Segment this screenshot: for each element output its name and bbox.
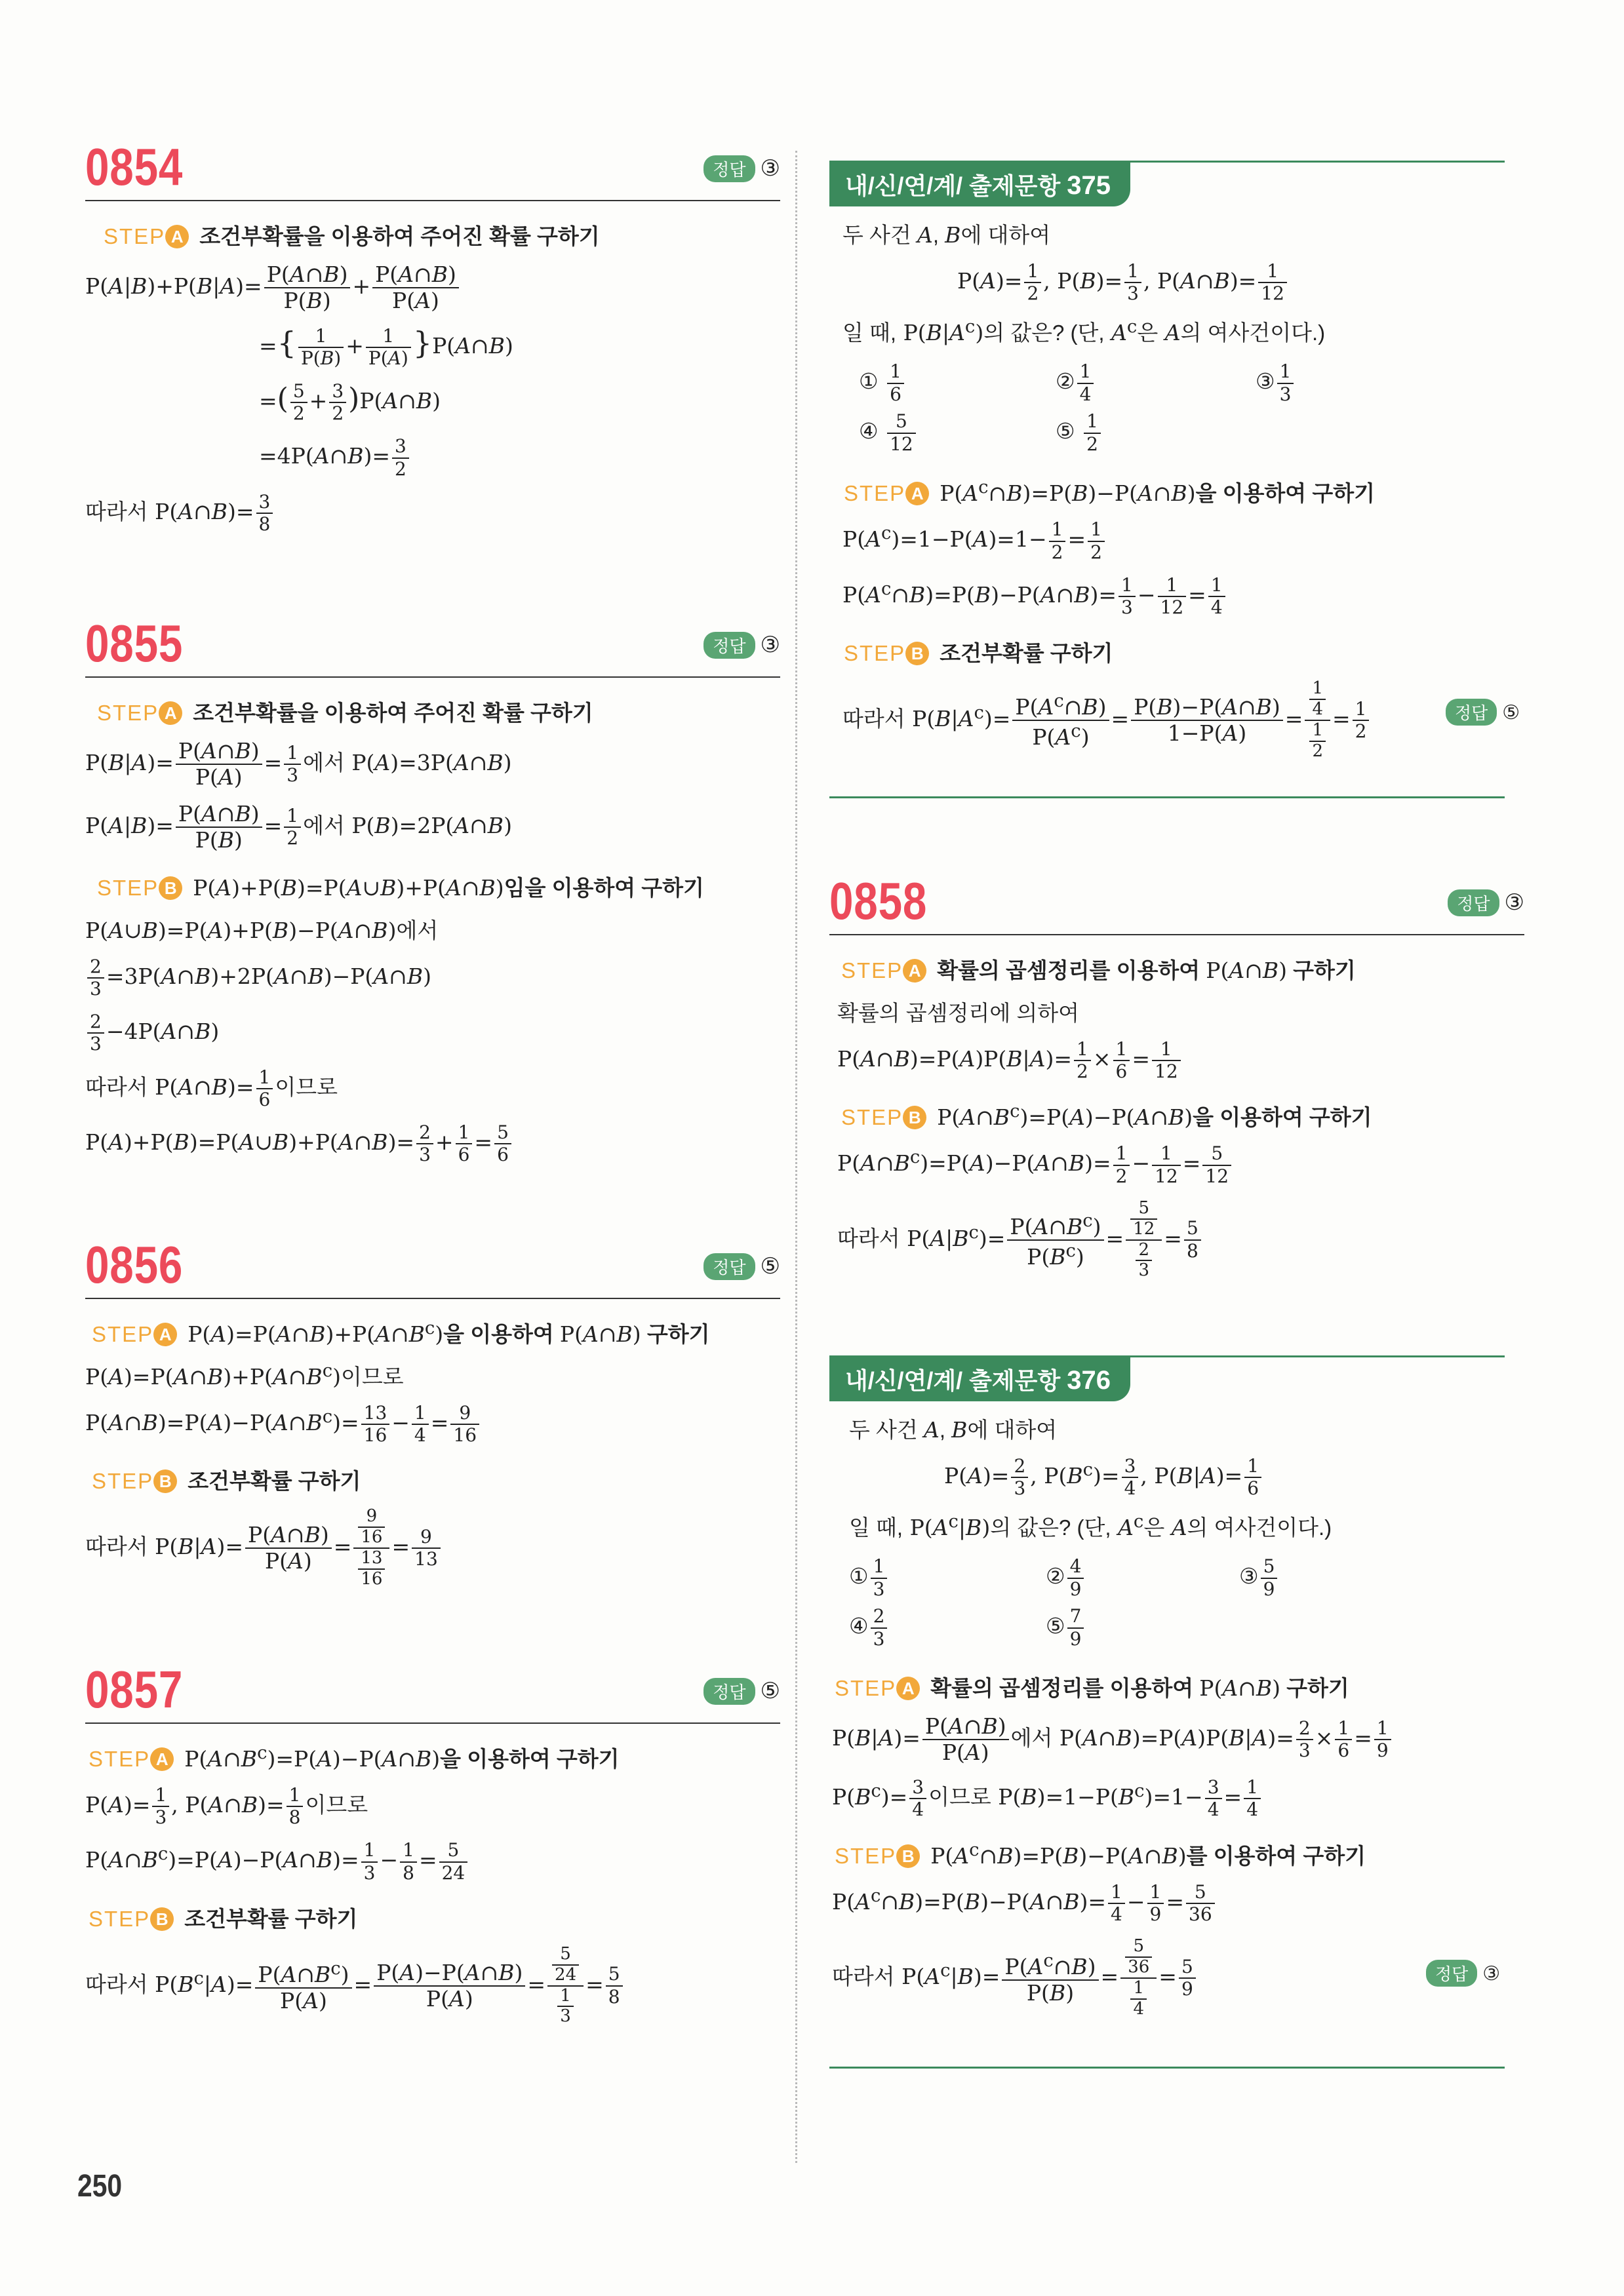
equation-line: P(A∩B)=P(A)P(B|A)= $\frac{1}{2}$ × $\frac{1}{6}$ = $\frac{1}{12}$: [837, 1039, 1531, 1082]
step-a-heading: STEP A 확률의 곱셈정리를 이용하여 P(A∩B) 구하기: [841, 958, 1356, 983]
answer-line: [703, 1253, 780, 1280]
equation-line: $P(B^c)=$ $\frac{3}{4}$ 이므로 $P(B)=1-P(B^c)=1-$ $\frac{3}{4}$ = $\frac{1}{4}$: [832, 1777, 1505, 1820]
equation-line: $\frac{2}{3}$ =3P(A∩B)+2P(A∩B)−P(A∩B): [85, 956, 780, 1000]
given-values: P(A)= $\frac{2}{3}$ , $P(B^c)=$ $\frac{3}{4}$ , P(B|A)= $\frac{1}{6}$: [944, 1456, 1505, 1499]
choices: [849, 1556, 1505, 1602]
choice-2[interactable]: ② $\frac{1}{4}$: [1056, 361, 1096, 404]
question-text: 일 때, $P(A^c|B)$의 값은? (단, $A^c$은 A의 여사건이다.): [849, 1511, 1332, 1541]
answer-line: [1426, 1960, 1500, 1987]
step-b-heading: STEP B 조건부확률 구하기: [844, 641, 1113, 666]
equation-line: P(A)+P(B)=P(A∪B)+P(A∩B)= $\frac{2}{3}$ + $\frac{1}{6}$ = $\frac{5}{6}$: [85, 1122, 780, 1165]
choice-4[interactable]: ④ $\frac{5}{12}$: [859, 411, 918, 454]
equation-line: P(A)= $\frac{1}{3}$ , P(A∩B)= $\frac{1}{8}$ 이므로: [85, 1784, 368, 1829]
conclusion-line: 따라서 $P(B^c|A)=$ $\frac{P(A\cap B^c)}{P(A)}$ = $\frac{P(A)-P(A\cap B)}{P(A)}$ = $\frac{\frac{5}{24}}{\frac{1}{3}}$ = $\frac{5}{8}$: [85, 1945, 780, 2027]
answer-line: [703, 1678, 780, 1705]
choice-1[interactable]: ① $\frac{1}{3}$: [849, 1556, 889, 1599]
choice-5[interactable]: ⑤ $\frac{1}{2}$: [1056, 411, 1103, 454]
divider-line: [85, 200, 780, 201]
divider-line: [829, 934, 1524, 935]
text-line: 확률의 곱셈정리에 의하여: [837, 1001, 1079, 1025]
example-bottom-line: [829, 2067, 1505, 2069]
answer-value: ③: [1504, 890, 1524, 915]
equation-line: P(B|A)= $\frac{P(A\cap B)}{P(A)}$ = $\frac{1}{3}$ 에서 P(A)=3P(A∩B): [85, 738, 512, 790]
step-a-heading: STEP A 조건부확률을 이용하여 주어진 확률 구하기: [104, 224, 600, 248]
choice-5[interactable]: ⑤ $\frac{7}{9}$: [1046, 1606, 1086, 1649]
answer-badge: 정답: [703, 1253, 755, 1280]
answer-line: [1448, 889, 1524, 916]
answer-value: ③: [760, 156, 780, 181]
answer-value: ⑤: [1502, 702, 1520, 724]
choice-3[interactable]: ③ $\frac{5}{9}$: [1239, 1556, 1279, 1599]
example-header: 내/신/연/계/ 출제문항 375: [829, 163, 1130, 206]
equation-line: $P(A^c)=1-P(A)=1-$ $\frac{1}{2}$ = $\frac{1}{2}$: [842, 519, 1505, 562]
step-a-heading: STEP A 조건부확률을 이용하여 주어진 확률 구하기: [97, 701, 593, 725]
problem-number: 0854: [85, 138, 184, 196]
answer-line: [703, 155, 780, 182]
problem-0856: [85, 1236, 780, 1589]
step-a-heading: STEP A $P(A)=P(A\cap B)+P(A\cap B^c)$을 이용하여 P(A∩B) 구하기: [92, 1317, 710, 1347]
problem-number: 0856: [85, 1236, 184, 1294]
example-bottom-line: [829, 796, 1505, 798]
answer-badge: 정답: [703, 1678, 755, 1705]
problem-number: 0855: [85, 614, 184, 672]
equation-line: P(B|A)= $\frac{P(A\cap B)}{P(A)}$ 에서 P(A∩B)=P(A)P(B|A)= $\frac{2}{3}$ × $\frac{1}{6}$ = $\frac{1}{9}$: [832, 1714, 1505, 1765]
column-divider: [795, 151, 797, 2163]
choices: [849, 1606, 1505, 1652]
equation-line: $P(A^c\cap B)=P(B)-P(A\cap B)=$ $\frac{1}{4}$ − $\frac{1}{9}$ = $\frac{5}{36}$: [832, 1882, 1505, 1925]
choice-2[interactable]: ② $\frac{4}{9}$: [1046, 1556, 1086, 1599]
question-text: 일 때, $P(B|A^c)$의 값은? (단, $A^c$은 A의 여사건이다.): [842, 316, 1326, 346]
problem-0857: [85, 1660, 780, 2027]
example-376: [829, 1355, 1505, 2076]
problem-0855: [85, 614, 780, 1166]
step-b-heading: STEP B $P(A^c\cap B)=P(B)-P(A\cap B)$를 이용하여 구하기: [835, 1839, 1366, 1869]
answer-badge: 정답: [1448, 889, 1499, 916]
equation-line: P(A|B)= $\frac{P(A\cap B)}{P(B)}$ = $\frac{1}{2}$ 에서 P(B)=2P(A∩B): [85, 800, 512, 853]
step-b-heading: STEP B 조건부확률 구하기: [89, 1906, 358, 1931]
example-375: [829, 161, 1520, 806]
conclusion-line: 따라서 P(B|A)= $\frac{P(A\cap B)}{P(A)}$ = $\frac{\frac{9}{16}}{\frac{13}{16}}$ = $\frac{9}{13}$: [85, 1507, 780, 1589]
step-b-heading: STEP B 조건부확률 구하기: [92, 1469, 361, 1494]
equation-line: $P(A\cap B)=P(A)-P(A\cap B^c)=$ $\frac{13}{16}$ − $\frac{1}{4}$ = $\frac{9}{16}$: [85, 1403, 780, 1446]
step-a-heading: STEP A 확률의 곱셈정리를 이용하여 P(A∩B) 구하기: [835, 1675, 1349, 1702]
divider-line: [85, 1298, 780, 1299]
answer-value: ③: [1482, 1963, 1501, 1985]
problem-number: 0857: [85, 1660, 184, 1719]
answer-line: [1446, 699, 1520, 726]
choices: [859, 361, 1505, 407]
answer-value: ③: [760, 632, 780, 657]
problem-0858: [829, 872, 1531, 1281]
equation-line: $P(A\cap B^c)=P(A)-P(A\cap B)=$ $\frac{1}{2}$ − $\frac{1}{12}$ = $\frac{5}{12}$: [837, 1143, 1531, 1186]
example-header: 내/신/연/계/ 출제문항 376: [829, 1357, 1130, 1401]
equation-line: ={ $\frac{1}{P(B)}$ + $\frac{1}{P(A)}$ }P(A∩B): [259, 324, 513, 369]
step-b-heading: STEP B P(A)+P(B)=P(A∪B)+P(A∩B)임을 이용하여 구하기: [97, 874, 704, 901]
equation-line: $P(A)=P(A\cap B)+P(A\cap B^c)$이므로: [85, 1360, 404, 1390]
equation-line: P(A|B)+P(B|A)= $\frac{P(A\cap B)}{P(B)}$ + $\frac{P(A\cap B)}{P(A)}$: [85, 262, 780, 313]
choice-3[interactable]: ③ $\frac{1}{3}$: [1256, 361, 1296, 404]
answer-badge: 정답: [1426, 1960, 1477, 1987]
step-b-heading: STEP B $P(A\cap B^c)=P(A)-P(A\cap B)$을 이용하여 구하기: [841, 1100, 1372, 1131]
answer-badge: 정답: [1446, 699, 1497, 726]
answer-value: ⑤: [760, 1254, 780, 1279]
equation-line: =( $\frac{5}{2}$ + $\frac{3}{2}$ )P(A∩B): [259, 380, 441, 425]
answer-value: ⑤: [760, 1679, 780, 1703]
choice-1[interactable]: ① $\frac{1}{6}$: [859, 361, 906, 404]
step-a-heading: STEP A $P(A^c\cap B)=P(B)-P(A\cap B)$을 이용하여 구하기: [844, 477, 1375, 507]
choice-4[interactable]: ④ $\frac{2}{3}$: [849, 1606, 889, 1649]
page-number: 250: [77, 2169, 123, 2204]
given-values: P(A)= $\frac{1}{2}$ , P(B)= $\frac{1}{3}$ , P(A∩B)= $\frac{1}{12}$: [957, 261, 1505, 304]
answer-badge: 정답: [703, 155, 755, 182]
answer-line: [703, 632, 780, 659]
equation-line: 따라서 P(A∩B)= $\frac{1}{6}$ 이므로: [85, 1066, 338, 1110]
conclusion-line: 따라서 $P(B|A^c)=$ $\frac{P(A^c\cap B)}{P(A^c)}$ = $\frac{P(B)-P(A\cap B)}{1-P(A)}$ = $\frac{\frac{1}{4}}{\frac{1}{2}}$ = $\frac{1}{2}$ 정답 ⑤: [842, 678, 1520, 761]
equation-line: $P(A^c\cap B)=P(B)-P(A\cap B)=$ $\frac{1}{3}$ − $\frac{1}{12}$ = $\frac{1}{4}$: [842, 575, 1505, 618]
choices: [859, 411, 1505, 457]
problem-0854: [85, 138, 780, 535]
equation-line: $P(A\cap B^c)=P(A)-P(A\cap B)=$ $\frac{1}{3}$ − $\frac{1}{8}$ = $\frac{5}{24}$: [85, 1840, 780, 1883]
divider-line: [85, 1722, 780, 1724]
question-intro: 두 사건 A, B에 대하여: [849, 1417, 1058, 1443]
equation-line: =4P(A∩B)= $\frac{3}{2}$: [85, 436, 780, 479]
equation-line: $\frac{2}{3}$ −4P(A∩B): [85, 1011, 780, 1055]
conclusion-line: 따라서 P(A∩B)= $\frac{3}{8}$: [85, 492, 780, 535]
conclusion-line: 따라서 $P(A|B^c)=$ $\frac{P(A\cap B^c)}{P(B^c)}$ = $\frac{\frac{5}{12}}{\frac{2}{3}}$ = $\frac{5}{8}$: [837, 1199, 1531, 1281]
divider-line: [85, 676, 780, 678]
conclusion-line: 따라서 $P(A^c|B)=$ $\frac{P(A^c\cap B)}{P(B)}$ = $\frac{\frac{5}{36}}{\frac{1}{4}}$ = $\frac{5}{9}$ 정답 ③: [832, 1936, 1501, 2019]
problem-number: 0858: [829, 872, 928, 930]
step-a-heading: STEP A $P(A\cap B^c)=P(A)-P(A\cap B)$을 이용하여 구하기: [89, 1742, 620, 1772]
answer-badge: 정답: [703, 632, 755, 659]
question-intro: 두 사건 A, B에 대하여: [842, 222, 1051, 248]
equation-line: P(A∪B)=P(A)+P(B)−P(A∩B)에서: [85, 917, 439, 943]
